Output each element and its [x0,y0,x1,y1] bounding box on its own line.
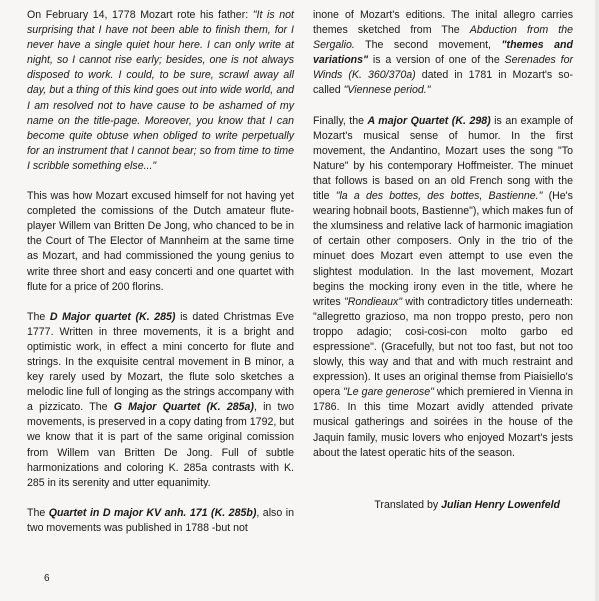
paragraph-a-major-quartet [313,114,573,461]
translator-credit [313,498,560,513]
paragraph-editions [313,8,573,99]
text-run: "Rondieaux" [343,295,403,308]
text-run: inone of Mozart's editions. The inital allegro carries themes sketched from The [313,9,573,37]
text-run: "Le gare generose" [343,386,434,399]
text-run: The [27,506,49,519]
text-run: "It is not surprising that I have not been able to finish them, for I never have a single quiet hour here. I can only write at night, so I cannot rise early; besides, one is not always disposed to work. I could, to be sure, scrawl away all day, but a thing of this kind goes out into wide world, and I am resolved not to have cause to be ashamed of my name on the title-page. Moreover, you know that I can become quite obtuse when obliged to write perpetually for an instrument that I cannot bear; so from time to time I scribble something else..." [27,9,294,172]
text-run: "themes and variations" [313,39,573,67]
text-run: , in two movements, is preserved in a copy dating from 1792, but we know that it is part of the same original comission from Willem van Britten De Jong. Full of subtle harmonizations and coloring K. 285a contrasts with K. 285 in its serenity and utter equanimity. [27,401,295,489]
text-run: which premiered in Vienna in 1786. In this time Mozart avidly attended private musical gatherings and soirées in the house of the Jaquin family, music lovers who enjoyed Mozart's jests about the latest operatic hits of the season. [313,386,573,459]
text-run: Julian Henry Lowenfeld [441,499,560,511]
text-run: with contradictory titles underneath: "allegretto grazioso, ma non troppo presto, pero non troppo adagio; cosi-cosi-con molto garbo ed espressione". (Gracefully, but not too fast, but not too slowly, this way and that and with much restraint and expression). It uses an original themse from Piaisiello's opera [313,295,574,399]
text-run: Serenades for Winds (K. 360/370a) [313,54,573,82]
text-run: Finally, the [313,114,368,127]
text-run: Quartet in D major KV anh. 171 (K. 285b) [48,506,257,519]
text-run: Translated by [374,499,442,511]
text-run: The [27,310,50,323]
text-run: is dated Christmas Eve 1777. Written in three movements, it is a bright and optimistic work, in effect a mini concerto for flute and strings. In the exquisite central movement in B minor, a key rarely used by Mozart, the flute solo sketches a melodic line full of longing as the strings accompany with a pizzicato. The [27,310,295,414]
text-run: Abduction from the Sergalio. [313,24,574,52]
text-run: , also in two movements was published in 1788 -but not [27,506,294,534]
text-run: "Viennese period." [343,84,431,97]
text-run: G Major Quartet (K. 285a) [113,401,254,414]
text-run: "la a des bottes, des bottes, Bastienne." [335,190,543,203]
text-run: On February 14, 1778 Mozart rote his father: [27,9,253,21]
paragraph-mozart-letter [27,8,294,174]
text-run: A major Quartet (K. 298) [367,114,491,127]
page-edge-shadow [595,0,599,601]
text-run: (He's wearing hobnail boots, Bastienne"), which makes fun of the xlumsiness and relative lack of harmonic imagiation of certain other composers. Only in the trio of the minuet does Mozart even attempt to use even the slightest modulation. In the last movement, Mozart begins the mocking irony even in the title, where he writes [313,190,573,308]
text-run: is a version of one of the [368,54,505,67]
text-run: D Major quartet (K. 285) [49,310,176,323]
paragraph-kv-anh-171 [27,506,294,536]
page-number: 6 [44,573,50,584]
paragraph-d-major-quartet [27,310,294,491]
text-run: This was how Mozart excused himself for not having yet completed the comissions of the Dutch amateur flute-player Willem van Britten De Jong, who chanced to be in the Court of The Elector of Mannheim at the same time as Mozart, and had commissioned the young genius to write three short and easy concerti and one quartet with flute for a price of 200 florins. [27,190,294,293]
right-column [313,8,573,476]
text-run: The second movement, [354,39,502,52]
left-column [27,8,294,551]
text-run: is an example of Mozart's musical sense of humor. In the first movement, the Andantino, Mozart uses the song "To Nature" by his contemporary Hoffmeister. The minuet that follows is based on an old French song with the title [313,114,573,203]
paragraph-commission [27,189,294,295]
text-run: dated in 1781 in Mozart's so-called [313,69,573,97]
